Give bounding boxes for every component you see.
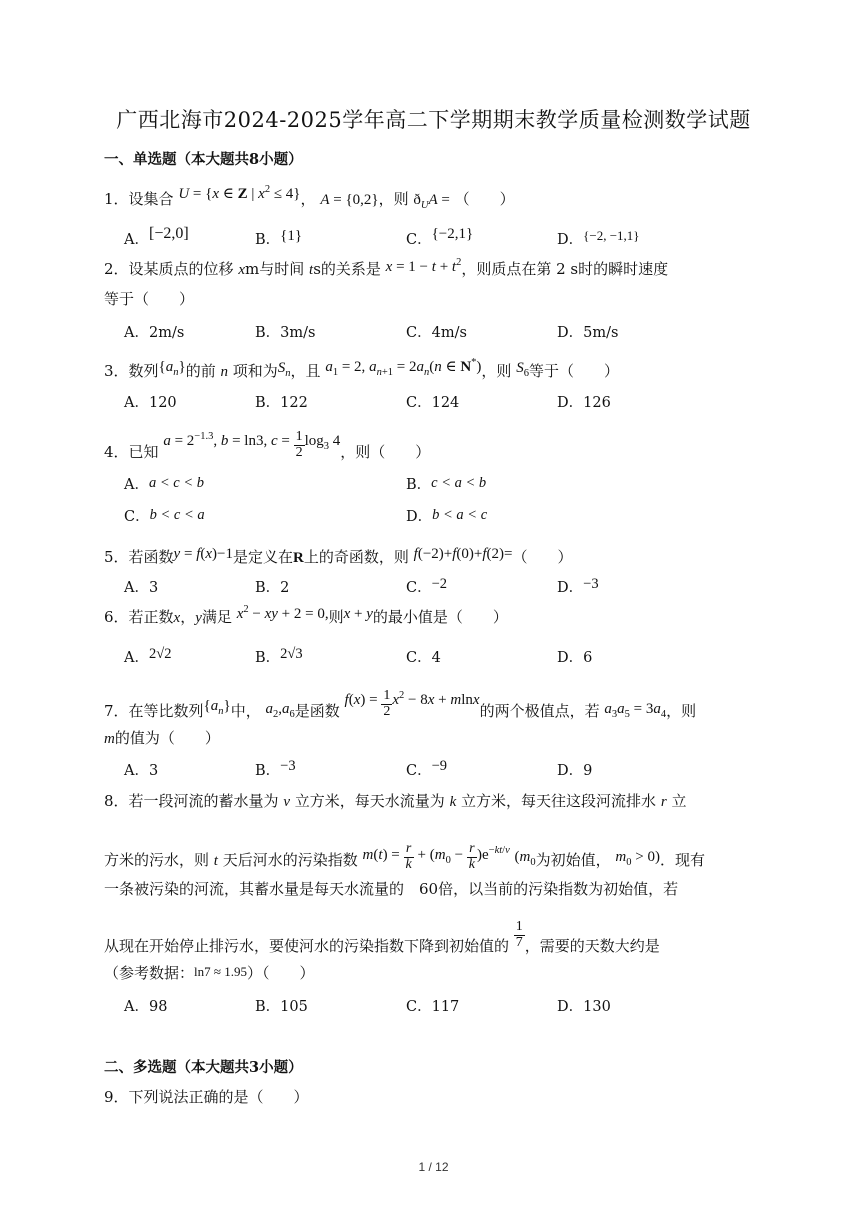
q3-option-a[interactable]: A．120 bbox=[124, 395, 177, 411]
q5-option-a[interactable]: A．3 bbox=[124, 580, 159, 596]
question-8-line-4: 从现在开始停止排污水，要使河水的污染指数下降到初始值的 $\frac{1}{7}$ ，需要的天数大约是 bbox=[104, 919, 660, 956]
q5-option-b[interactable]: B．2 bbox=[255, 580, 290, 596]
q6-option-a[interactable]: A．2√2 bbox=[124, 646, 172, 666]
q1-option-b[interactable]: B．{1} bbox=[255, 228, 303, 248]
q8-option-c[interactable]: C．117 bbox=[406, 999, 460, 1015]
q7-option-a[interactable]: A．3 bbox=[124, 763, 159, 779]
question-6: 6．若正数x，y满足 $x^2$ − xy + 2 = 0,则x + y的最小值是（ ） bbox=[104, 604, 508, 626]
q2-option-d[interactable]: D．5m/s bbox=[557, 325, 619, 341]
q6-option-d[interactable]: D．6 bbox=[557, 650, 593, 666]
question-7-line-2: m的值为（ ） bbox=[104, 729, 220, 747]
question-2-line-2: 等于（ ） bbox=[104, 290, 195, 308]
question-7: 7．在等比数列$\{a_n\}$中， $a_2,a_6$是函数 f(x) = $\frac{1}{2}$ $x^2 - 8x + mlnx$的两个极值点，若 $a_3a_5 = 3a_4$，则 bbox=[104, 688, 697, 721]
q3-option-c[interactable]: C．124 bbox=[406, 395, 460, 411]
q1-option-a[interactable]: A．[−2,0] bbox=[124, 225, 189, 248]
q5-option-d[interactable]: D．−3 bbox=[557, 576, 599, 596]
q8-option-a[interactable]: A．98 bbox=[124, 999, 168, 1015]
question-4: 4．已知 $a = 2^{-1.3}$, b = ln3, c = $\frac{1}{2}$ $\log_3 4$，则（ ） bbox=[104, 429, 431, 462]
question-8-line-3: 一条被污染的河流，其蓄水量是每天水流量的 60倍，以当前的污染指数为初始值，若 bbox=[104, 880, 679, 898]
question-3: 3．数列$\{a_n\}$的前 n 项和为$S_n$，且 $a_1 = 2$, $a_{n+1} = 2a_n(n$ ∈ N*)，则 $S_6$等于（ ） bbox=[104, 357, 619, 380]
question-8-line-2: 方米的污水，则 t 天后河水的污染指数 m(t) = $\frac{r}{k}$ + ($m_0$ − $\frac{r}{k}$ )$e^{-kt/v}$ ($m_0$为初始值， $m_0 > 0$)．现有 bbox=[104, 841, 705, 872]
q5-option-c[interactable]: C．−2 bbox=[406, 576, 448, 596]
q6-option-b[interactable]: B．2√3 bbox=[255, 646, 303, 666]
section-heading-single-choice: 一、单选题（本大题共8小题） bbox=[104, 151, 303, 168]
q6-option-c[interactable]: C．4 bbox=[406, 650, 441, 666]
question-1: 1．设集合 U = {x ∈ Z | $x^2 \le 4$}， A = {0,2}，则 $ð_UA$ = （ ） bbox=[104, 184, 515, 211]
q8-option-d[interactable]: D．130 bbox=[557, 999, 611, 1015]
q7-option-d[interactable]: D．9 bbox=[557, 763, 593, 779]
q2-option-c[interactable]: C．4m/s bbox=[406, 325, 467, 341]
q4-option-b[interactable]: B．c < a < b bbox=[406, 475, 487, 493]
q2-option-b[interactable]: B．3m/s bbox=[255, 325, 316, 341]
question-5: 5．若函数y = f(x)−1是定义在R上的奇函数，则 f(−2)+f(0)+f(2)=（ ） bbox=[104, 546, 573, 566]
page-number: 1 / 12 bbox=[418, 1160, 449, 1174]
q4-option-c[interactable]: C．b < c < a bbox=[124, 507, 205, 525]
q4-option-a[interactable]: A．a < c < b bbox=[124, 475, 204, 493]
question-9: 9．下列说法正确的是（ ） bbox=[104, 1088, 309, 1106]
q3-option-d[interactable]: D．126 bbox=[557, 395, 611, 411]
page-title: 广西北海市2024-2025学年高二下学期期末教学质量检测数学试题 bbox=[116, 108, 751, 132]
q1-option-d[interactable]: D．{−2, −1,1} bbox=[557, 228, 640, 248]
q4-option-d[interactable]: D．b < a < c bbox=[406, 507, 488, 525]
q1-option-c[interactable]: C．{−2,1} bbox=[406, 226, 474, 248]
section-heading-multiple-choice: 二、多选题（本大题共3小题） bbox=[104, 1059, 303, 1076]
q2-option-a[interactable]: A．2m/s bbox=[124, 325, 185, 341]
q3-option-b[interactable]: B．122 bbox=[255, 395, 308, 411]
q8-option-b[interactable]: B．105 bbox=[255, 999, 308, 1015]
question-8: 8．若一段河流的蓄水量为 v 立方米，每天水流量为 k 立方米，每天往这段河流排水 r 立 bbox=[104, 792, 687, 810]
question-8-line-5: （参考数据：ln7 ≈ 1.95）（ ） bbox=[104, 964, 315, 982]
question-2: 2．设某质点的位移 xm与时间 ts的关系是 $x = 1 - t + t^2$，则质点在第 2 s时的瞬时速度 bbox=[104, 257, 669, 278]
q7-option-b[interactable]: B．−3 bbox=[255, 758, 296, 779]
q7-option-c[interactable]: C．−9 bbox=[406, 758, 448, 779]
